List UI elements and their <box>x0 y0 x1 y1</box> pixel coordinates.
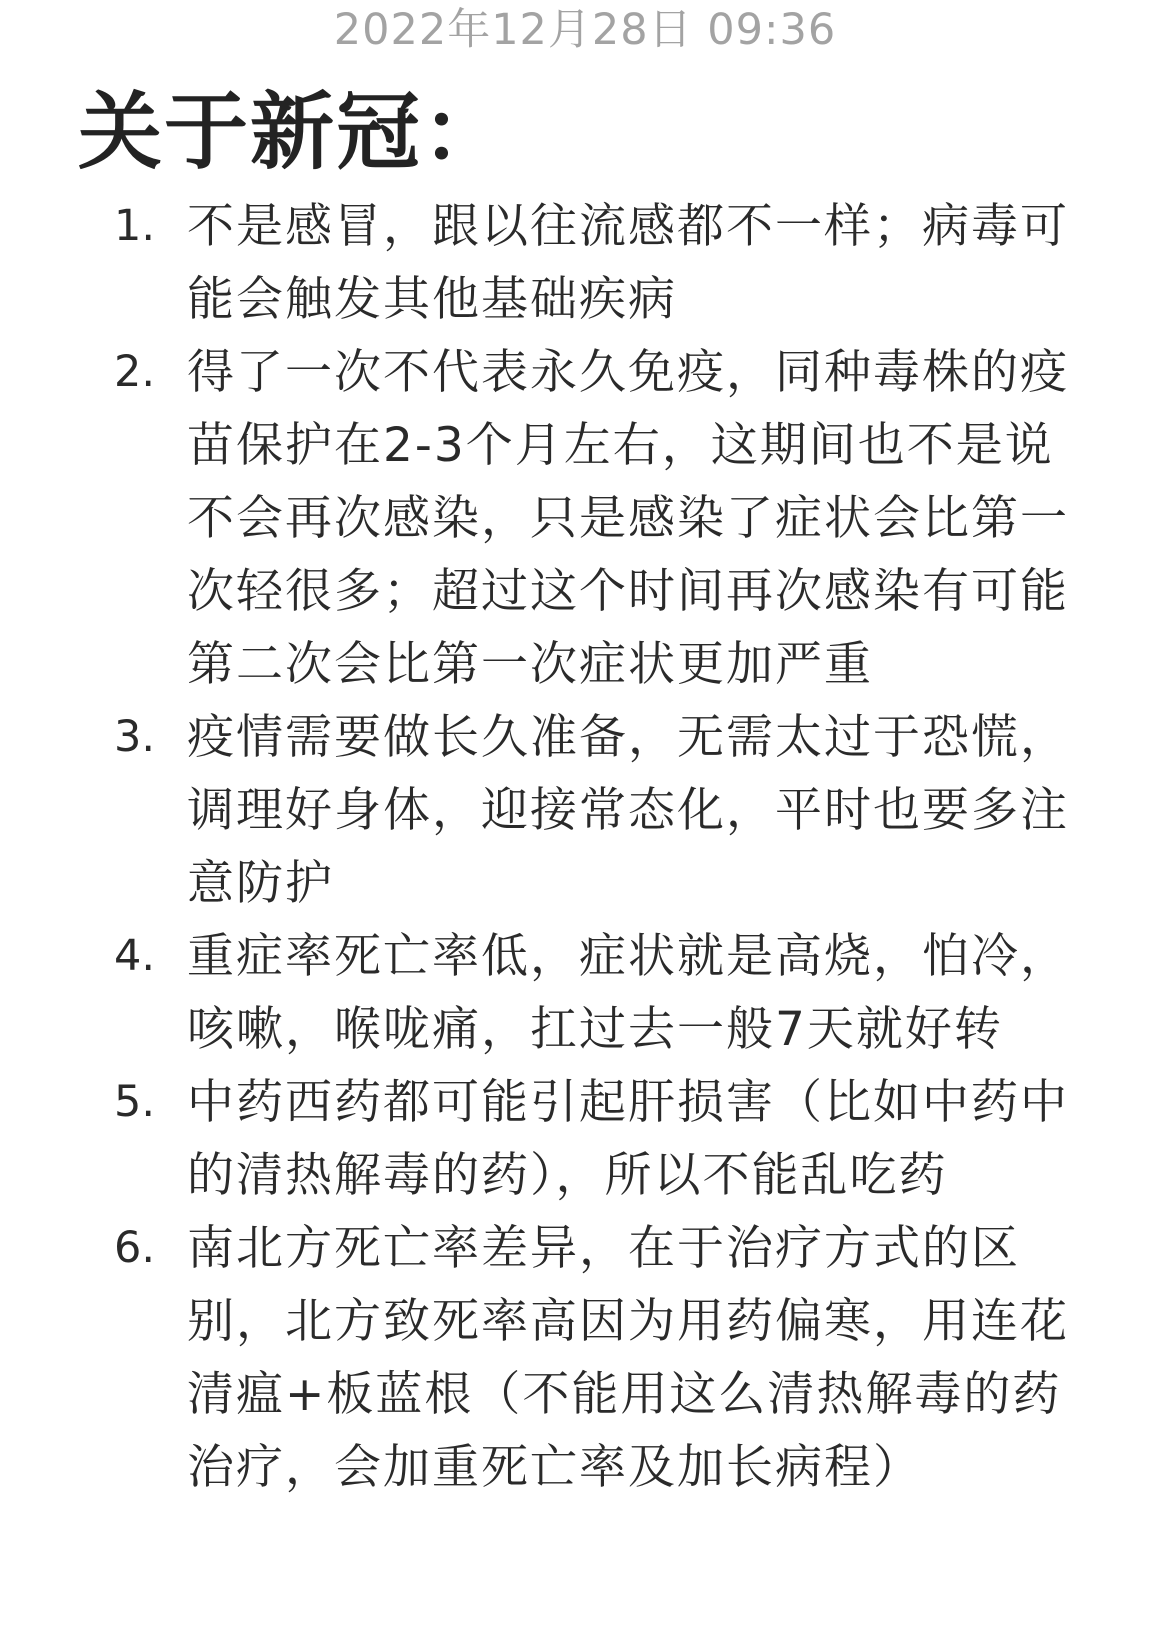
list-item-number: 2. <box>114 347 156 397</box>
list-item-number: 1. <box>114 201 156 251</box>
list-item <box>0 190 1170 336</box>
list-item-text: 南北方死亡率差异，在于治疗方式的区别，北方致死率高因为用药偏寒，用连花清瘟+板蓝根（不能用这么清热解毒的药治疗，会加重死亡率及加长病程） <box>187 1221 1069 1495</box>
list-item-text: 疫情需要做长久准备，无需太过于恐慌，调理好身体，迎接常态化，平时也要多注意防护 <box>187 710 1069 911</box>
list-item-text: 得了一次不代表永久免疫，同种毒株的疫苗保护在2-3个月左右，这期间也不是说不会再次感染，只是感染了症状会比第一次轻很多；超过这个时间再次感染有可能第二次会比第一次症状更加严重 <box>187 345 1069 692</box>
list-item <box>0 1212 1170 1504</box>
list-item-text: 中药西药都可能引起肝损害（比如中药中的清热解毒的药），所以不能乱吃药 <box>187 1075 1069 1203</box>
list-item-number: 6. <box>114 1223 156 1273</box>
note-title: 关于新冠： <box>78 83 509 181</box>
list-item <box>0 1066 1170 1212</box>
list-item-text: 重症率死亡率低，症状就是高烧，怕冷，咳嗽，喉咙痛，扛过去一般7天就好转 <box>187 929 1069 1057</box>
list-item-number: 4. <box>114 931 156 981</box>
list-item <box>0 920 1170 1066</box>
list-item-number: 3. <box>114 712 156 762</box>
list-item <box>0 701 1170 920</box>
note-list <box>0 190 1170 1504</box>
list-item <box>0 336 1170 701</box>
note-timestamp: 2022年12月28日 09:36 <box>333 5 837 55</box>
list-item-text: 不是感冒，跟以往流感都不一样；病毒可能会触发其他基础疾病 <box>187 199 1069 327</box>
list-item-number: 5. <box>114 1077 156 1127</box>
